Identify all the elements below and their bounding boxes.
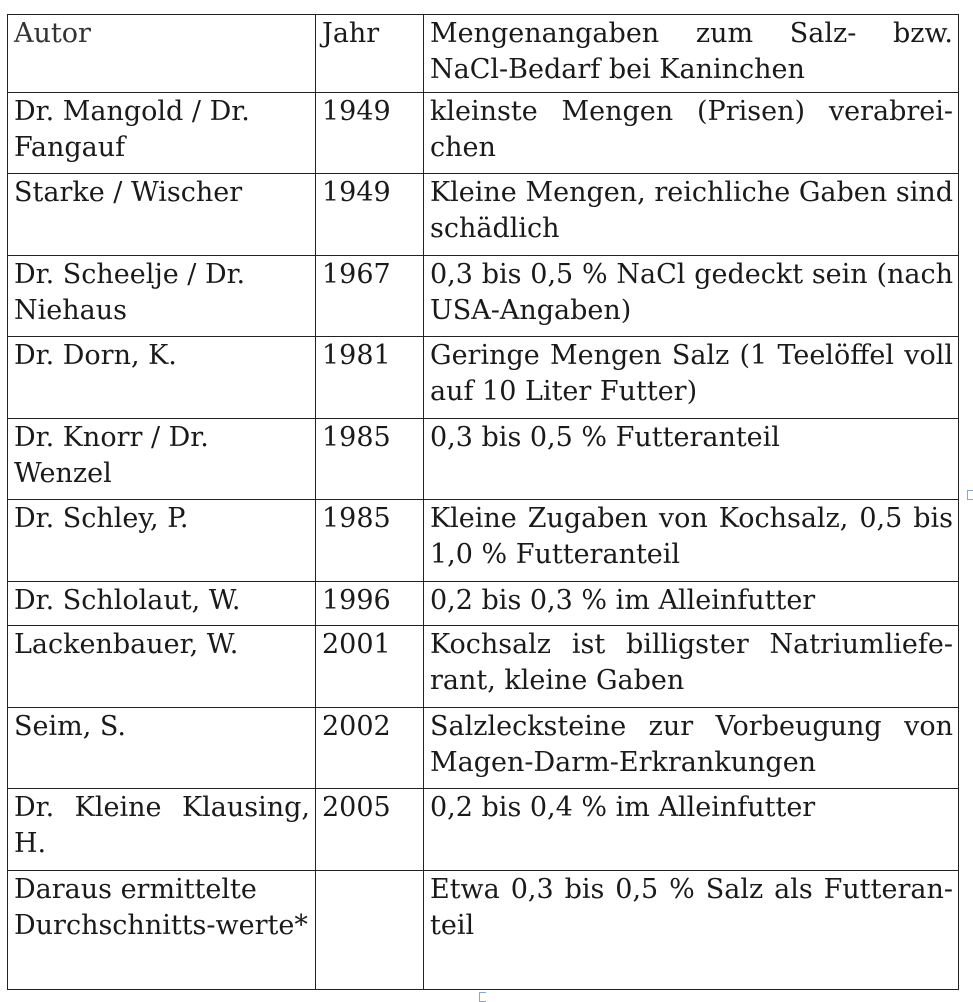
cell-year: 2005 <box>316 789 424 871</box>
salt-requirement-table <box>7 14 959 990</box>
cell-year: 1949 <box>316 93 424 174</box>
table-row <box>8 256 959 337</box>
cell-year: 1985 <box>316 419 424 500</box>
cell-author: Dr. Schley, P. <box>8 500 316 582</box>
cell-author: Dr. Schlolaut, W. <box>8 582 316 626</box>
cell-author: Dr. Mangold / Dr. Fangauf <box>8 93 316 174</box>
cell-year: 1949 <box>316 174 424 256</box>
table-row <box>8 789 959 871</box>
cell-author: Starke / Wischer <box>8 174 316 256</box>
cell-amount: Kochsalz ist billigster Natriumliefe-rant, kleine Gaben <box>424 626 959 708</box>
table-row <box>8 337 959 419</box>
cell-year: 2002 <box>316 708 424 789</box>
summary-label: Daraus ermittelte Durchschnitts-werte* <box>8 871 316 990</box>
table-row <box>8 500 959 582</box>
scan-mark-bottom <box>479 992 486 1002</box>
cell-amount: 0,3 bis 0,5 % NaCl gedeckt sein (nach USA-Angaben) <box>424 256 959 337</box>
cell-year: 2001 <box>316 626 424 708</box>
table-row <box>8 582 959 626</box>
table-row <box>8 93 959 174</box>
cell-year: 1985 <box>316 500 424 582</box>
table-row <box>8 419 959 500</box>
cell-amount: Kleine Mengen, reichliche Gaben sind schädlich <box>424 174 959 256</box>
cell-amount: 0,3 bis 0,5 % Futteranteil <box>424 419 959 500</box>
cell-amount: 0,2 bis 0,3 % im Alleinfutter <box>424 582 959 626</box>
cell-author: Dr. Dorn, K. <box>8 337 316 419</box>
header-amount: Mengenangaben zum Salz- bzw. NaCl-Bedarf bei Kaninchen <box>424 15 959 93</box>
cell-author: Dr. Knorr / Dr. Wenzel <box>8 419 316 500</box>
header-year: Jahr <box>316 15 424 93</box>
cell-amount: Salzlecksteine zur Vorbeugung von Magen-Darm-Erkrankungen <box>424 708 959 789</box>
cell-author: Seim, S. <box>8 708 316 789</box>
table-header-row <box>8 15 959 93</box>
cell-author: Dr. Scheelje / Dr. Niehaus <box>8 256 316 337</box>
cell-amount: Geringe Mengen Salz (1 Teelöffel voll auf 10 Liter Futter) <box>424 337 959 419</box>
cell-amount: Kleine Zugaben von Kochsalz, 0,5 bis 1,0 % Futteranteil <box>424 500 959 582</box>
table-row <box>8 708 959 789</box>
summary-amount: Etwa 0,3 bis 0,5 % Salz als Futteran-teil <box>424 871 959 990</box>
cell-year: 1967 <box>316 256 424 337</box>
scan-mark-right <box>967 490 973 500</box>
cell-year: 1981 <box>316 337 424 419</box>
cell-amount: 0,2 bis 0,4 % im Alleinfutter <box>424 789 959 871</box>
cell-author: Lackenbauer, W. <box>8 626 316 708</box>
table-summary-row <box>8 871 959 990</box>
summary-year <box>316 871 424 990</box>
cell-year: 1996 <box>316 582 424 626</box>
cell-amount: kleinste Mengen (Prisen) verabrei-chen <box>424 93 959 174</box>
table-row <box>8 626 959 708</box>
cell-author: Dr. Kleine Klausing, H. <box>8 789 316 871</box>
header-author: Autor <box>8 15 316 93</box>
table-row <box>8 174 959 256</box>
